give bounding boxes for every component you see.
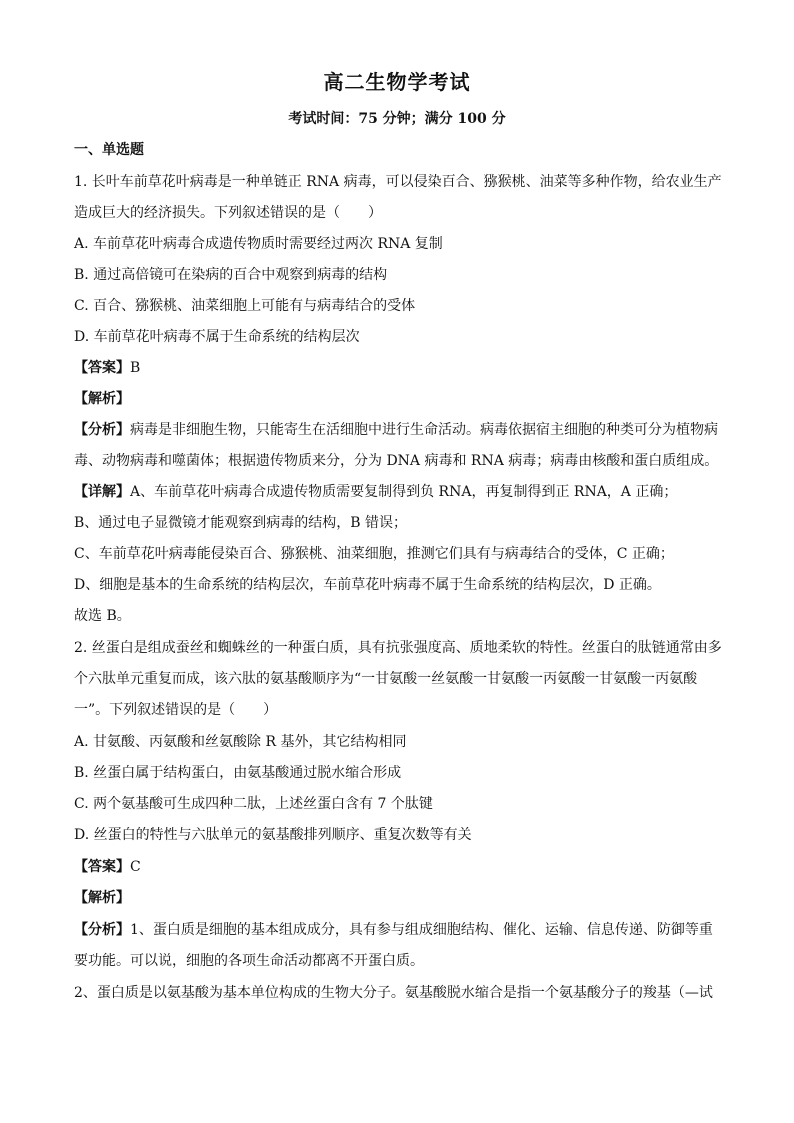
q2-option-b: B. 丝蛋白属于结构蛋白，由氨基酸通过脱水缩合形成 (74, 765, 402, 781)
fenxi-tag: 【分析】 (74, 422, 130, 438)
q1-fenxi-line-1 (74, 420, 734, 440)
q1-xiangjie-line-2: B、通过电子显微镜才能观察到病毒的结构，B 错误； (74, 515, 408, 531)
q2-option-c: C. 两个氨基酸可生成四种二肽，上述丝蛋白含有 7 个肽键 (74, 796, 433, 812)
q1-stem-line-2: 造成巨大的经济损失。下列叙述错误的是（ ） (74, 205, 382, 221)
page-title: 高二生物学考试 (323, 70, 471, 94)
answer-value: B (130, 360, 141, 376)
q1-option-d: D. 车前草花叶病毒不属于生命系统的结构层次 (74, 329, 360, 345)
fenxi-text: 病毒是非细胞生物，只能寄生在活细胞中进行生命活动。病毒依据宿主细胞的种类可分为植物病 (130, 422, 718, 438)
fenxi-text: 1、蛋白质是细胞的基本组成成分，具有参与组成细胞结构、催化、运输、信息传递、防御等重 (130, 922, 713, 938)
xiangjie-tag: 【详解】 (74, 484, 130, 500)
answer-tag: 【答案】 (74, 360, 130, 376)
q1-analysis-tag: 【解析】 (74, 391, 130, 407)
q1-stem-line-1: 1. 长叶车前草花叶病毒是一种单链正 RNA 病毒，可以侵染百合、猕猴桃、油菜等多种作物，给农业生产 (74, 174, 722, 190)
q2-stem-line-2: 个六肽单元重复而成，该六肽的氨基酸顺序为“一甘氨酸一丝氨酸一甘氨酸一丙氨酸一甘氨酸一丙氨酸 (74, 671, 698, 687)
q1-option-b: B. 通过高倍镜可在染病的百合中观察到病毒的结构 (74, 267, 388, 283)
q2-stem-line-1: 2. 丝蛋白是组成蚕丝和蜘蛛丝的一种蛋白质，具有抗张强度高、质地柔软的特性。丝蛋白的肽链通常由多 (74, 640, 722, 656)
q2-answer (74, 857, 734, 877)
q2-stem-line-3: 一”。下列叙述错误的是（ ） (74, 702, 278, 718)
q2-option-a: A. 甘氨酸、丙氨酸和丝氨酸除 R 基外，其它结构相同 (74, 734, 407, 750)
q1-answer (74, 358, 734, 378)
q1-xiangjie-line-1 (74, 482, 734, 502)
q1-option-c: C. 百合、猕猴桃、油菜细胞上可能有与病毒结合的受体 (74, 298, 416, 314)
fenxi-tag: 【分析】 (74, 922, 130, 938)
q2-analysis-tag: 【解析】 (74, 890, 130, 906)
q2-fenxi-line-3: 2、蛋白质是以氨基酸为基本单位构成的生物大分子。氨基酸脱水缩合是指一个氨基酸分子的羧基（—试 (74, 985, 713, 1001)
exam-info: 考试时间：75 分钟；满分 100 分 (288, 111, 506, 127)
q1-fenxi-line-2: 毒、动物病毒和噬菌体；根据遗传物质来分，分为 DNA 病毒和 RNA 病毒；病毒由核酸和蛋白质组成。 (74, 453, 719, 469)
q2-fenxi-line-1 (74, 920, 734, 940)
q1-option-a: A. 车前草花叶病毒合成遗传物质时需要经过两次 RNA 复制 (74, 236, 443, 252)
q1-xiangjie-line-4: D、细胞是基本的生命系统的结构层次，车前草花叶病毒不属于生命系统的结构层次，D 正确。 (74, 577, 661, 593)
answer-tag: 【答案】 (74, 859, 130, 875)
q1-conclusion: 故选 B。 (74, 608, 131, 624)
xiangjie-text: A、车前草花叶病毒合成遗传物质需要复制得到负 RNA，再复制得到正 RNA，A 正确； (130, 484, 678, 500)
section-heading: 一、单选题 (74, 142, 144, 158)
q2-option-d: D. 丝蛋白的特性与六肽单元的氨基酸排列顺序、重复次数等有关 (74, 827, 472, 843)
answer-value: C (130, 859, 141, 875)
q1-xiangjie-line-3: C、车前草花叶病毒能侵染百合、猕猴桃、油菜细胞，推测它们具有与病毒结合的受体，C 正确； (74, 546, 674, 562)
q2-fenxi-line-2: 要功能。可以说，细胞的各项生命活动都离不开蛋白质。 (74, 953, 424, 969)
